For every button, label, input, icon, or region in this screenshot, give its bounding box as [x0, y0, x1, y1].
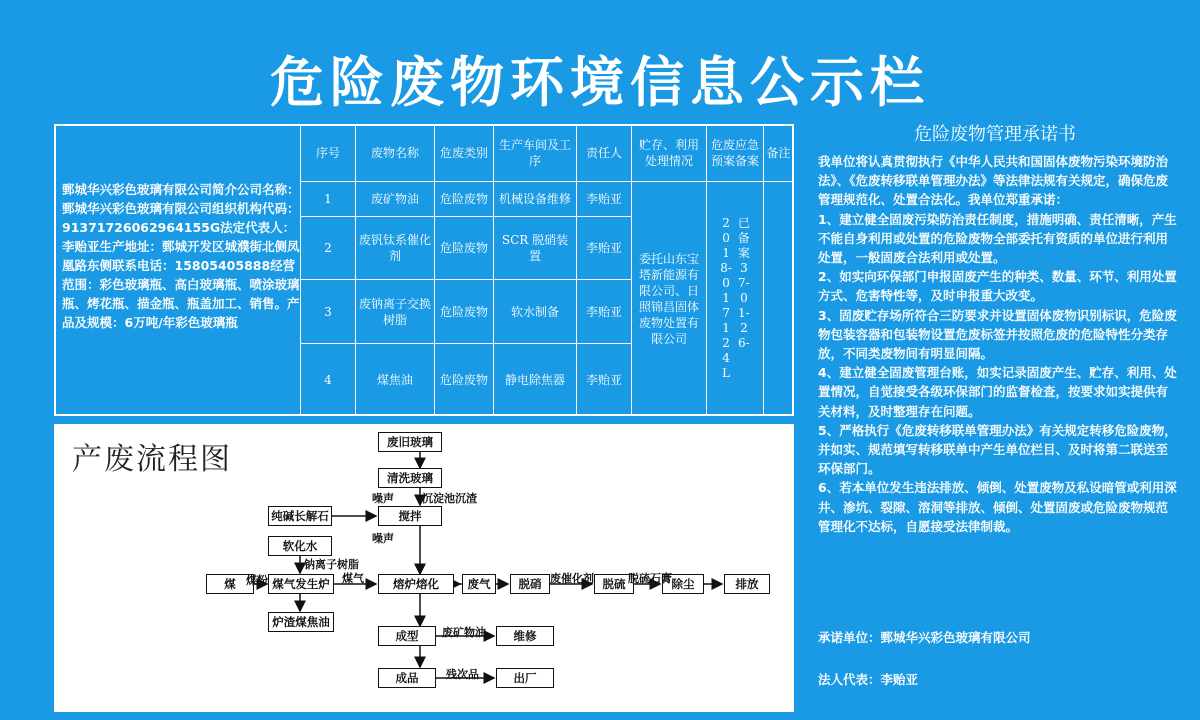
header-name: 废物名称 — [356, 125, 435, 182]
filing-cell — [707, 182, 764, 416]
row-category: 危险废物 — [435, 182, 494, 217]
row-name: 废矿物油 — [356, 182, 435, 217]
flow-box-wash: 清洗玻璃 — [378, 468, 442, 488]
row-no: 2 — [301, 216, 356, 280]
flow-label-catalyst: 废催化剂 — [550, 572, 594, 585]
flow-box-furnace: 熔炉熔化 — [378, 574, 454, 594]
flow-title: 产废流程图 — [72, 442, 232, 477]
flow-label-sediment: 沉淀池沉渣 — [422, 492, 477, 505]
flow-box-mix: 搅拌 — [378, 506, 442, 526]
flow-box-gasifier: 煤气发生炉 — [268, 574, 334, 594]
promise-unit: 承诺单位：鄄城华兴彩色玻璃有限公司 — [818, 630, 1031, 645]
header-note: 备注 — [764, 125, 794, 182]
row-category: 危险废物 — [435, 280, 494, 344]
flow-box-product: 成品 — [378, 668, 436, 688]
flow-label-resin: 钠离子树脂 — [304, 558, 359, 571]
promise-paragraph: 我单位将认真贯彻执行《中华人民共和国固体废物污染环境防治法》、《危废转移联单管理办法》等法律法规有关规定，确保危废管理规范化、处置合法化。我单位郑重承诺： — [818, 154, 1169, 208]
row-person: 李贻亚 — [577, 216, 632, 280]
flow-box-desulf: 脱硫 — [594, 574, 634, 594]
flow-label-defect: 残次品 — [446, 668, 479, 681]
flow-box-dust: 除尘 — [662, 574, 704, 594]
flow-box-repair: 维修 — [496, 626, 554, 646]
row-category: 危险废物 — [435, 216, 494, 280]
flow-box-soft-water: 软化水 — [268, 536, 332, 556]
row-process: 机械设备维修 — [494, 182, 577, 217]
flow-box-exhaust: 废气 — [462, 574, 496, 594]
promise-paragraph: 4、建立健全固废管理台账，如实记录固废产生、贮存、利用、处置情况，自觉接受各级环保部门的监督检查，按要求如实提供有关材料，及时整理存在问题。 — [818, 365, 1177, 419]
disposal-cell — [632, 182, 707, 416]
flow-box-denitro: 脱硝 — [510, 574, 550, 594]
header-person: 责任人 — [577, 125, 632, 182]
flow-label-gypsum: 脱硫石膏 — [628, 572, 672, 585]
table-row — [301, 182, 794, 217]
promise-rep: 法人代表：李贻亚 — [818, 672, 919, 687]
row-process: SCR 脱硝装置 — [494, 216, 577, 280]
header-filing: 危废应急预案备案 — [707, 125, 764, 182]
row-process: 静电除焦器 — [494, 344, 577, 416]
promise-paragraph: 6、若本单位发生违法排放、倾倒、处置废物及私设暗管或利用深井、渗坑、裂隙、溶洞等排放、倾倒、处置固废或危险废物规范管理化不达标，自愿接受法律制裁。 — [818, 480, 1177, 534]
header-process: 生产车间及工序 — [494, 125, 577, 182]
row-person: 李贻亚 — [577, 344, 632, 416]
promise-paragraph: 1、建立健全固废污染防治责任制度，措施明确、责任清晰，产生不能自身利用或处置的危险废物全部委托有资质的单位进行利用处置，一般固废合法利用或处置。 — [818, 211, 1177, 266]
row-person: 李贻亚 — [577, 182, 632, 217]
promise-paragraph: 2、如实向环保部门申报固废产生的种类、数量、环节、利用处置方式、危害特性等，及时申报重大改变。 — [818, 269, 1177, 304]
filing-number: 2018-017124L — [720, 216, 732, 380]
flow-box-coal: 煤 — [206, 574, 254, 594]
row-name: 废钠离子交换树脂 — [356, 280, 435, 344]
promise-paragraph: 5、严格执行《危废转移联单管理办法》有关规定转移危险废物，并如实、规范填写转移联单中产生单位栏目、及时将第二联送至环保部门。 — [818, 422, 1177, 477]
flow-label-oil: 废矿物油 — [442, 626, 486, 639]
flow-label-gas: 煤气 — [342, 572, 364, 585]
flow-chart — [54, 424, 794, 712]
row-process: 软水制备 — [494, 280, 577, 344]
flow-box-factory: 出厂 — [496, 668, 554, 688]
disposal-text: 委托山东宝塔新能源有限公司、日照锦昌固体废物处置有限公司 — [638, 251, 699, 346]
page-title: 危险废物环境信息公示栏 — [270, 51, 930, 114]
promise-body — [818, 152, 1178, 536]
row-no: 1 — [301, 182, 356, 217]
flow-label-coal-powder: 煤粉 — [246, 574, 268, 587]
table-header-row — [301, 125, 794, 182]
row-name: 废钒钛系催化剂 — [356, 216, 435, 280]
promise-paragraph: 3、固废贮存场所符合三防要求并设置固体废物识别标识，危险废物包装容器和包装物设置危废标签并按照危废的危险特性分类存放，不同类废物间有明显间隔。 — [818, 307, 1177, 362]
header-category: 危废类别 — [435, 125, 494, 182]
row-no: 4 — [301, 344, 356, 416]
flow-box-old-glass: 废旧玻璃 — [378, 432, 442, 452]
row-no: 3 — [301, 280, 356, 344]
flow-box-emit: 排放 — [724, 574, 770, 594]
row-category: 危险废物 — [435, 344, 494, 416]
flow-box-slag: 炉渣煤焦油 — [268, 612, 334, 632]
promise-title: 危险废物管理承诺书 — [914, 124, 1076, 145]
row-name: 煤焦油 — [356, 344, 435, 416]
flow-label-noise1: 噪声 — [372, 492, 394, 505]
filing-status: 已备案37-01-26- — [737, 216, 750, 350]
flow-box-soda: 纯碱长解石 — [268, 506, 332, 526]
header-no: 序号 — [301, 125, 356, 182]
row-person: 李贻亚 — [577, 280, 632, 344]
note-cell — [764, 182, 794, 416]
flow-label-noise2: 噪声 — [372, 532, 394, 545]
header-disposal: 贮存、利用处理情况 — [632, 125, 707, 182]
waste-table — [300, 124, 794, 416]
company-intro: 鄄城华兴彩色玻璃有限公司简介公司名称：鄄城华兴彩色玻璃有限公司组织机构代码：91371726062964155G法定代表人：李贻亚生产地址：鄄城开发区城濮街北侧凤凰路东侧联系电话：15805405888经营范围：彩色玻璃瓶、高白玻璃瓶、喷涂玻璃瓶、烤花瓶、描金瓶、瓶盖加工、销售。产品及规模：6万吨/年彩色玻璃瓶 — [62, 182, 300, 330]
flow-box-forming: 成型 — [378, 626, 436, 646]
